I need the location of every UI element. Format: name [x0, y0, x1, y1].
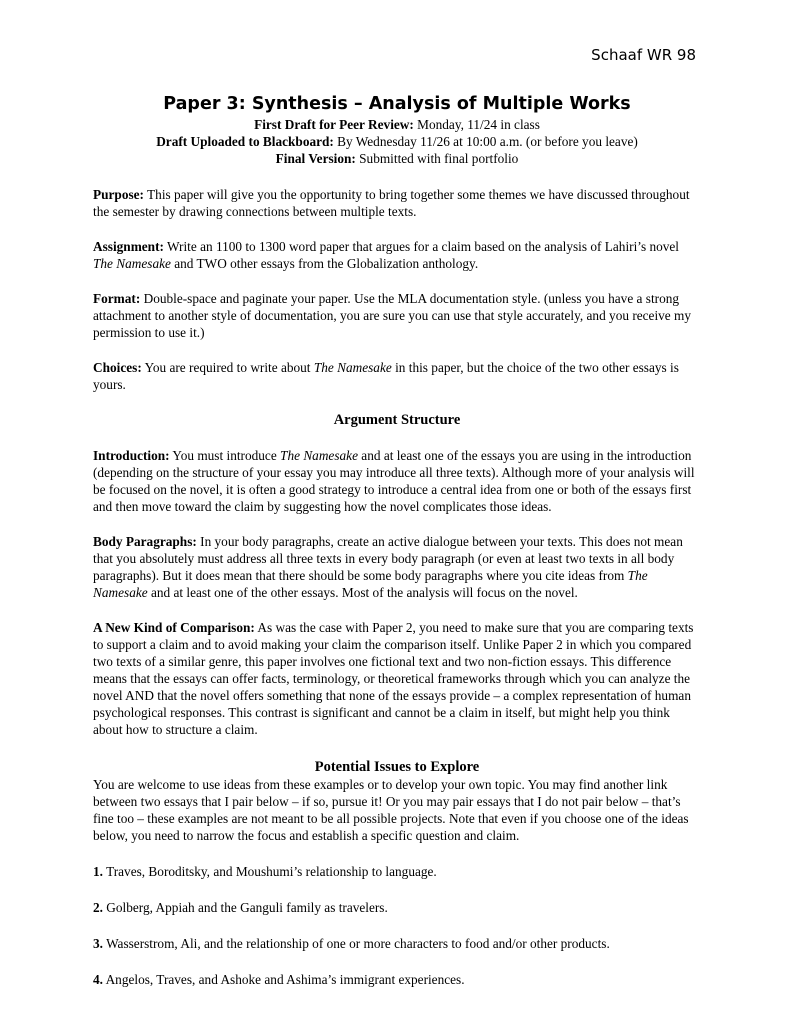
body-paragraphs-paragraph: Body Paragraphs: In your body paragraphs, create an active dialogue between your texts. This does not mean that you absolutely must address all three texts in every body paragraph (or even at least two texts in all body paragraphs). But it does mean that there should be some body paragraphs where you cite ideas from The Namesake and at least one of the other essays. Most of the analysis will focus on the novel.: [93, 534, 683, 600]
date-line: Draft Uploaded to Blackboard: By Wednesday 11/26 at 10:00 a.m. (or before you leave): [156, 134, 638, 149]
list-item: 2. Golberg, Appiah and the Ganguli family as travelers.: [93, 900, 388, 915]
course-code: Schaaf WR 98: [591, 46, 696, 64]
format-paragraph: Format: Double-space and paginate your paper. Use the MLA documentation style. (unless you have a strong attachment to another style of documentation, you are sure you can use that style accurately, and you receive my permission to use it.): [93, 291, 692, 340]
argument-structure-heading: Argument Structure: [333, 412, 461, 428]
assignment-paragraph: Assignment: Write an 1100 to 1300 word paper that argues for a claim based on the analysis of Lahiri’s novel The Namesake and TWO other essays from the Globalization anthology.: [93, 239, 679, 271]
list-item: 4. Angelos, Traves, and Ashoke and Ashima’s immigrant experiences.: [93, 972, 465, 987]
introduction-paragraph: Introduction: You must introduce The Namesake and at least one of the essays you are using in the introduction (depending on the structure of your essay you may introduce all three texts). Although more of your analysis will be focused on the novel, it is often a good strategy to introduce a central idea from one or both of the essays first and then move toward the claim by suggesting how the novel complicates those ideas.: [93, 448, 695, 514]
document-body: [93, 92, 701, 988]
page-title: Paper 3: Synthesis – Analysis of Multiple Works: [163, 94, 631, 114]
list-item: 1. Traves, Boroditsky, and Moushumi’s relationship to language.: [93, 864, 437, 879]
choices-paragraph: Choices: You are required to write about The Namesake in this paper, but the choice of the two other essays is yours.: [93, 360, 679, 392]
due-dates: [93, 116, 701, 167]
potential-issues-heading: Potential Issues to Explore: [314, 759, 480, 775]
purpose-paragraph: Purpose: This paper will give you the opportunity to bring together some themes we have discussed throughout the semester by drawing connections between multiple texts.: [93, 187, 690, 219]
comparison-paragraph: A New Kind of Comparison: As was the case with Paper 2, you need to make sure that you are comparing texts to support a claim and to avoid making your claim the comparison itself. Unlike Paper 2 in which you compared two texts of a similar genre, this paper involves one fictional text and two non-fiction essays. This difference means that the essays can offer facts, terminology, or theoretical frameworks through which you can analyze the novel AND that the novel offers something that none of the essays provide – a complex representation of human psychological responses. This contrast is significant and cannot be a claim in itself, but might help you think about how to structure a claim.: [93, 620, 694, 737]
date-line: First Draft for Peer Review: Monday, 11/24 in class: [254, 117, 540, 132]
list-item: 3. Wasserstrom, Ali, and the relationship of one or more characters to food and/or other products.: [93, 936, 610, 951]
date-line: Final Version: Submitted with final portfolio: [275, 151, 519, 166]
potential-issues-intro: You are welcome to use ideas from these examples or to develop your own topic. You may find another link between two essays that I pair below – if so, pursue it! Or you may pair essays that I do not pair below – that’s fine too – these examples are not meant to be all possible projects. Note that even if you choose one of the ideas below, you need to narrow the focus and establish a specific question and claim.: [93, 777, 689, 843]
